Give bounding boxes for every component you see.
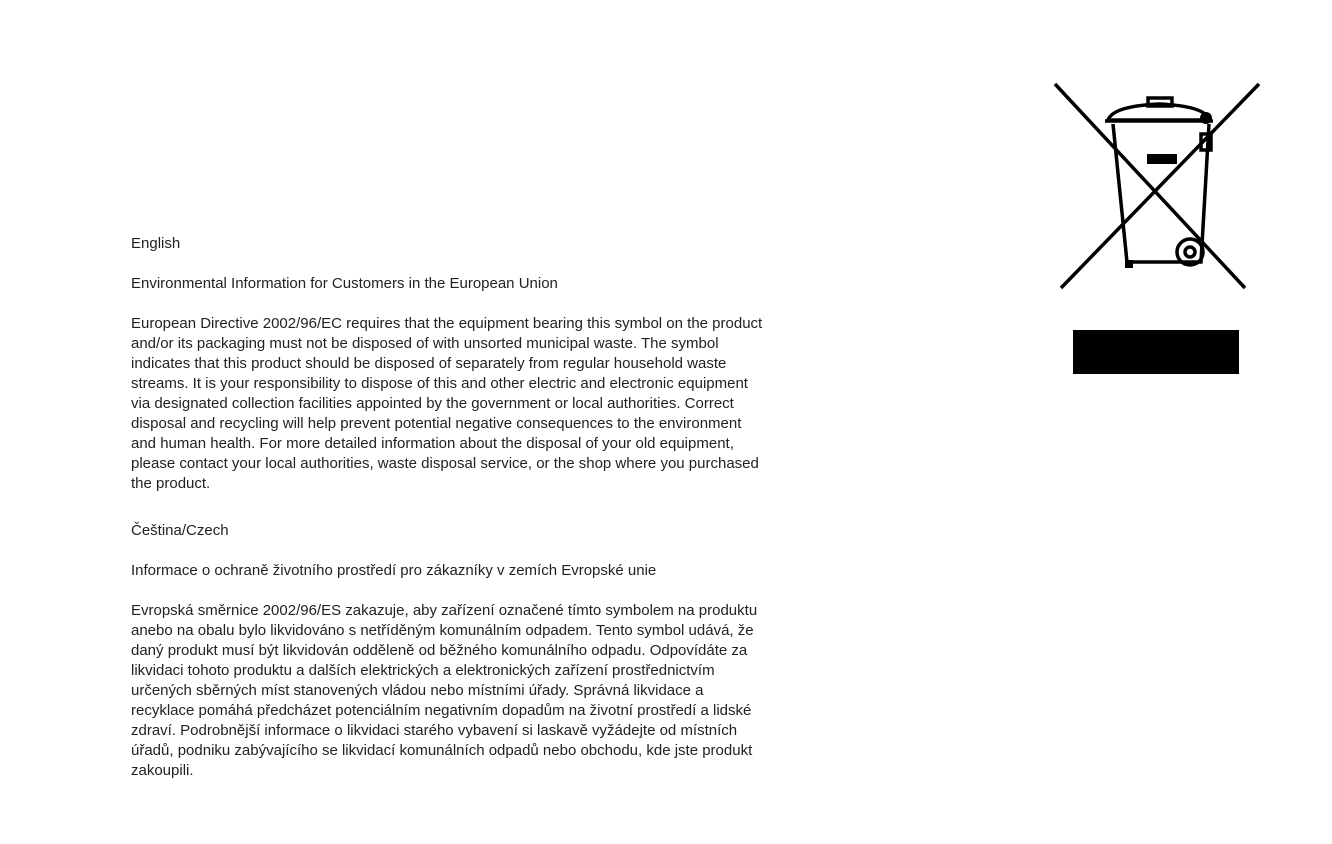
section-czech xyxy=(131,521,763,781)
language-heading: Čeština/Czech xyxy=(131,522,229,539)
weee-marking-bar xyxy=(1073,330,1239,374)
document-body xyxy=(131,234,763,808)
section-body: European Directive 2002/96/EC requires that the equipment bearing this symbol on the product and/or its packaging must not be disposed of with unsorted municipal waste. The symbol indicates that this product should be disposed of separately from regular household waste streams. It is your responsibility to dispose of this and other electric and electronic equipment via designated collection facilities appointed by the government or local authorities. Correct disposal and recycling will help prevent potential negative consequences to the environment and human health. For more detailed information about the disposal of your old equipment, please contact your local authorities, waste disposal service, or the shop where you purchased the product. xyxy=(131,315,763,492)
crossed-out-wheeled-bin-icon xyxy=(1053,82,1261,294)
section-title: Informace o ochraně životního prostředí pro zákazníky v zemích Evropské unie xyxy=(131,562,657,579)
section-title: Environmental Information for Customers in the European Union xyxy=(131,275,558,292)
section-english xyxy=(131,234,763,494)
language-heading: English xyxy=(131,235,181,252)
section-body: Evropská směrnice 2002/96/ES zakazuje, aby zařízení označené tímto symbolem na produktu anebo na obalu bylo likvidováno s netříděným komunálním odpadem. Tento symbol udává, že daný produkt musí být likvidován odděleně od běžného komunálního odpadu. Odpovídáte za likvidaci tohoto produktu a dalších elektrických a elektronických zařízení prostřednictvím určených sběrných míst stanovených vládou nebo místními úřady. Správná likvidace a recyklace pomáhá předcházet potenciálním negativním dopadům na životní prostředí a lidské zdraví. Podrobnější informace o likvidaci starého vybavení si laskavě vyžádejte od místních úřadů, podniku zabývajícího se likvidací komunálních odpadů nebo obchodu, kde jste produkt zakoupili. xyxy=(131,602,758,779)
